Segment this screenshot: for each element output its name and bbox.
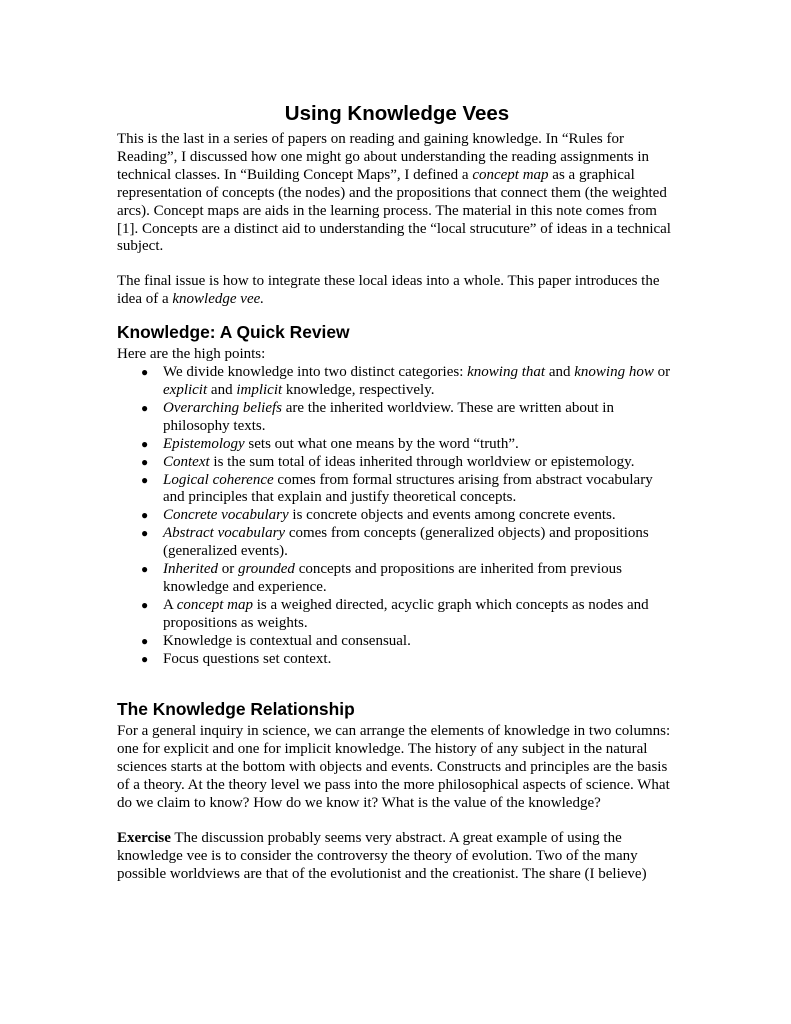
exercise-text: The discussion probably seems very abstract. A great example of using the knowledge vee is to consider the controversy the theory of evolution. Two of the many possible worldviews are that of the evolutionist and the creationist. The share (I believe) xyxy=(117,830,647,882)
list-item: ● Inherited or grounded concepts and propositions are inherited from previous knowledge and experience. xyxy=(141,561,622,595)
section-heading-quick-review: Knowledge: A Quick Review xyxy=(117,322,350,343)
section-heading-knowledge-relationship: The Knowledge Relationship xyxy=(117,699,355,720)
bullet-icon: ● xyxy=(141,454,149,469)
list-item: ● We divide knowledge into two distinct categories: knowing that and knowing how or explicit and implicit knowledge, respectively. xyxy=(141,364,671,398)
list-item: ● Focus questions set context. xyxy=(141,650,332,667)
exercise-label: Exercise xyxy=(117,830,171,846)
intro-paragraph-1 xyxy=(117,131,677,256)
intro-emphasis-concept-map: concept map xyxy=(472,166,549,183)
document-title: Using Knowledge Vees xyxy=(284,102,510,125)
bullet-icon: ● xyxy=(141,526,149,541)
bullet-list xyxy=(117,364,677,668)
document-page xyxy=(117,102,677,884)
intro-text: This is the last in a series of papers on reading and gaining knowledge. In “Rules for Reading”, I discussed how one might go about understanding the reading assignments in technical classes. In “Building Concept Maps”, I defined a xyxy=(117,131,649,183)
bullet-icon: ● xyxy=(141,597,149,612)
relationship-paragraph: For a general inquiry in science, we can arrange the elements of knowledge in two columns: one for explicit and one for implicit knowledge. The history of any subject in the natural sciences starts at the bottom with objects and events. Constructs and principles are the basis of a theory. At the theory level we pass into the more philosophical aspects of science. What do we claim to know? How do we know it? What is the value of the knowledge? xyxy=(117,723,671,812)
list-item: ● Overarching beliefs are the inherited worldview. These are written about in philosophy texts. xyxy=(141,399,614,434)
section-lead: Here are the high points: xyxy=(117,346,266,363)
intro-paragraph-2 xyxy=(117,273,677,309)
list-item: ● A concept map is a weighed directed, acyclic graph which concepts as nodes and propositions as weights. xyxy=(141,596,649,631)
bullet-icon: ● xyxy=(141,436,149,451)
list-item: ● Concrete vocabulary is concrete objects and events among concrete events. xyxy=(141,507,616,524)
list-item: ● Abstract vocabulary comes from concepts (generalized objects) and propositions (generalized events). xyxy=(141,525,649,560)
intro-text: as a graphical representation of concepts (the nodes) and the propositions that connect them (the weighted arcs). Concept maps are aids in the learning process. The material in this note comes from [1]. Concepts are a distinct aid to understanding the “local strucuture” of ideas in a technical subject. xyxy=(117,166,671,255)
bullet-icon: ● xyxy=(141,472,149,487)
exercise-paragraph xyxy=(117,830,677,884)
intro-emphasis-knowledge-vee: knowledge vee. xyxy=(172,291,265,308)
list-item: ● Knowledge is contextual and consensual. xyxy=(141,632,411,649)
bullet-icon: ● xyxy=(141,633,149,648)
list-item: ● Epistemology sets out what one means by the word “truth”. xyxy=(141,435,519,452)
intro-text: The final issue is how to integrate these local ideas into a whole. This paper introduces the idea of a xyxy=(117,273,660,308)
list-item: ● Context is the sum total of ideas inherited through worldview or epistemology. xyxy=(141,453,635,470)
bullet-icon: ● xyxy=(141,400,149,415)
bullet-icon: ● xyxy=(141,508,149,523)
bullet-icon: ● xyxy=(141,651,149,666)
bullet-icon: ● xyxy=(141,365,149,380)
list-item: ● Logical coherence comes from formal structures arising from abstract vocabulary and principles that explain and justify theoretical concepts. xyxy=(141,471,653,506)
bullet-icon: ● xyxy=(141,562,149,577)
